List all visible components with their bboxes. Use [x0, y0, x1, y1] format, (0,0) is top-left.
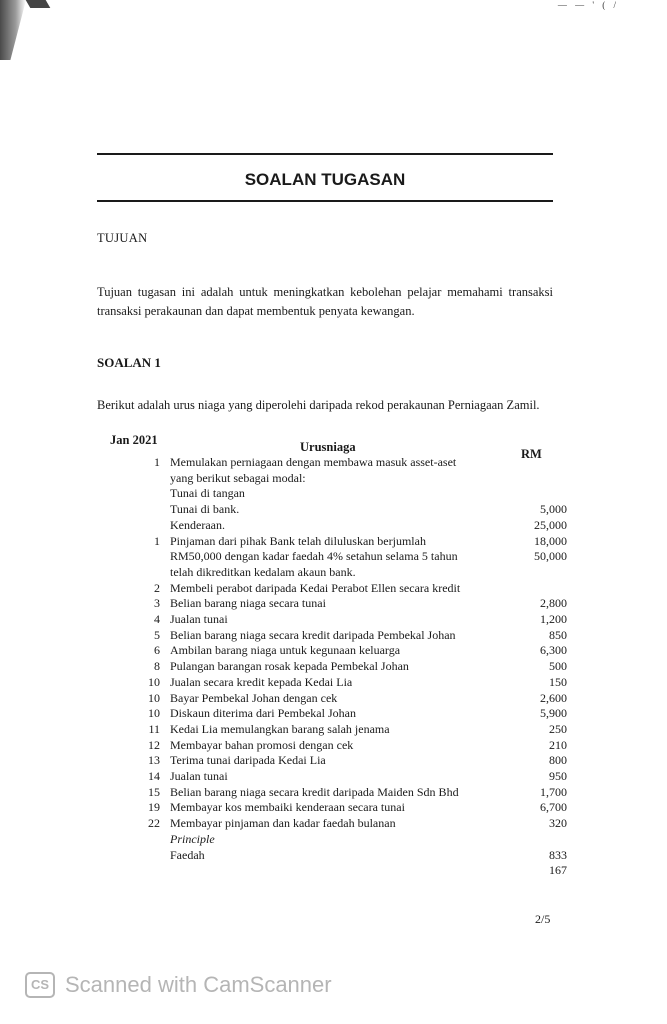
table-row	[0, 565, 667, 581]
row-amount: 150	[549, 674, 567, 689]
row-description: Jualan tunai	[170, 769, 228, 783]
row-amount: 2,600	[540, 690, 567, 705]
row-amount: 850	[549, 627, 567, 642]
row-amount: 500	[549, 659, 567, 674]
row-description: Tunai di tangan	[170, 486, 245, 501]
table-row	[0, 549, 667, 565]
row-amount: 1,200	[540, 612, 567, 626]
table-row	[0, 722, 667, 738]
row-day: 15	[148, 784, 160, 799]
question-heading: SOALAN 1	[97, 355, 161, 370]
row-description: Diskaun diterima dari Pembekal Johan	[170, 706, 356, 721]
row-description: telah dikreditkan kedalam akaun bank.	[170, 564, 356, 579]
row-day: 13	[148, 753, 160, 768]
purpose-paragraph: Tujuan tugasan ini adalah untuk meningkatkan kebolehan pelajar memahami transaksi transaksi perakaunan dan dapat membentuk penyata kewangan.	[97, 285, 553, 318]
row-amount: 5,000	[540, 502, 567, 517]
table-row	[0, 612, 667, 628]
row-description: Kenderaan.	[170, 517, 225, 532]
row-description: Bayar Pembekal Johan dengan cek	[170, 690, 338, 705]
table-row	[0, 753, 667, 769]
table-row	[0, 706, 667, 722]
row-amount: 800	[549, 753, 567, 768]
row-day: 2	[154, 580, 160, 595]
table-row	[0, 502, 667, 518]
row-description: RM50,000 dengan kadar faedah 4% setahun selama 5 tahun	[170, 549, 458, 564]
row-description: Membayar pinjaman dan kadar faedah bulanan	[170, 816, 396, 831]
row-description: Membayar kos membaiki kenderaan secara tunai	[170, 800, 405, 815]
top-marks: — — ' ( /	[557, 0, 619, 10]
camscanner-watermark: Scanned with CamScanner	[65, 972, 332, 997]
row-amount: 320	[549, 816, 567, 831]
intro-paragraph: Berikut adalah urus niaga yang diperolehi daripada rekod perakaunan Perniagaan Zamil.	[97, 398, 540, 412]
row-amount: 6,700	[540, 800, 567, 815]
row-day: 3	[154, 596, 160, 611]
tujuan-heading: TUJUAN	[97, 231, 148, 245]
table-row	[0, 534, 667, 550]
row-description: Jualan tunai	[170, 612, 228, 626]
row-description: Membeli perabot daripada Kedai Perabot Ellen secara kredit	[170, 580, 461, 595]
row-day: 6	[154, 643, 160, 658]
row-day: 1	[154, 455, 160, 469]
row-day: 14	[148, 769, 160, 783]
row-amount: 50,000	[534, 549, 567, 564]
row-amount: 25,000	[534, 517, 567, 532]
row-description: Belian barang niaga secara kredit daripada Pembekal Johan	[170, 627, 456, 642]
table-row	[0, 675, 667, 691]
row-amount: 950	[549, 769, 567, 783]
row-day: 19	[148, 800, 160, 815]
amount-header: RM	[521, 447, 542, 461]
row-amount: 250	[549, 721, 567, 736]
table-row	[0, 581, 667, 597]
row-day: 10	[148, 674, 160, 689]
row-day: 10	[148, 706, 160, 721]
row-description: Ambilan barang niaga untuk kegunaan keluarga	[170, 643, 401, 658]
row-amount: 18,000	[534, 533, 567, 548]
table-row	[0, 769, 667, 785]
table-row	[0, 471, 667, 487]
row-day: 10	[148, 690, 160, 705]
page-title: SOALAN TUGASAN	[244, 170, 406, 189]
table-row	[0, 643, 667, 659]
row-amount: 5,900	[540, 706, 567, 721]
row-description: Belian barang niaga secara tunai	[170, 596, 326, 611]
row-description: Terima tunai daripada Kedai Lia	[170, 753, 326, 768]
row-amount: 2,800	[540, 596, 567, 611]
row-day: 4	[154, 612, 160, 626]
camscanner-logo: CS	[25, 972, 55, 998]
row-description: Jualan secara kredit kepada Kedai Lia	[170, 674, 353, 689]
row-day: 8	[154, 659, 160, 674]
row-description: Pinjaman dari pihak Bank telah diluluskan berjumlah	[170, 533, 426, 548]
table-row	[0, 628, 667, 644]
row-description: Memulakan perniagaan dengan membawa masuk asset-aset	[170, 455, 457, 469]
row-description: Pulangan barangan rosak kepada Pembekal Johan	[170, 659, 409, 674]
description-header: Urusniaga	[300, 440, 356, 454]
row-amount: 6,300	[540, 643, 567, 658]
table-row	[0, 832, 667, 848]
table-row	[0, 800, 667, 816]
table-row	[0, 738, 667, 754]
row-amount: 833	[549, 847, 567, 862]
table-row	[0, 596, 667, 612]
table-row	[0, 785, 667, 801]
row-amount: 1,700	[540, 784, 567, 799]
row-description: Faedah	[170, 847, 205, 862]
row-day: 12	[148, 737, 160, 752]
table-row	[0, 455, 667, 471]
row-description: Kedai Lia memulangkan barang salah jenama	[170, 721, 390, 736]
row-description: Principle	[170, 831, 215, 846]
row-description: Belian barang niaga secara kredit daripada Maiden Sdn Bhd	[170, 784, 459, 799]
page-number: 2/5	[535, 912, 551, 926]
row-description: yang berikut sebagai modal:	[170, 470, 306, 485]
table-row	[0, 863, 667, 879]
table-row	[0, 848, 667, 864]
table-row	[0, 691, 667, 707]
table-row	[0, 659, 667, 675]
row-description: Tunai di bank.	[170, 502, 240, 517]
date-header: Jan 2021	[110, 433, 158, 447]
row-description: Membayar bahan promosi dengan cek	[170, 737, 354, 752]
table-row	[0, 518, 667, 534]
row-day: 5	[154, 627, 160, 642]
table-row	[0, 486, 667, 502]
row-amount: 167	[549, 863, 567, 878]
row-amount: 210	[549, 737, 567, 752]
row-day: 22	[148, 816, 160, 831]
table-row	[0, 816, 667, 832]
row-day: 11	[148, 721, 160, 736]
row-day: 1	[154, 533, 160, 548]
